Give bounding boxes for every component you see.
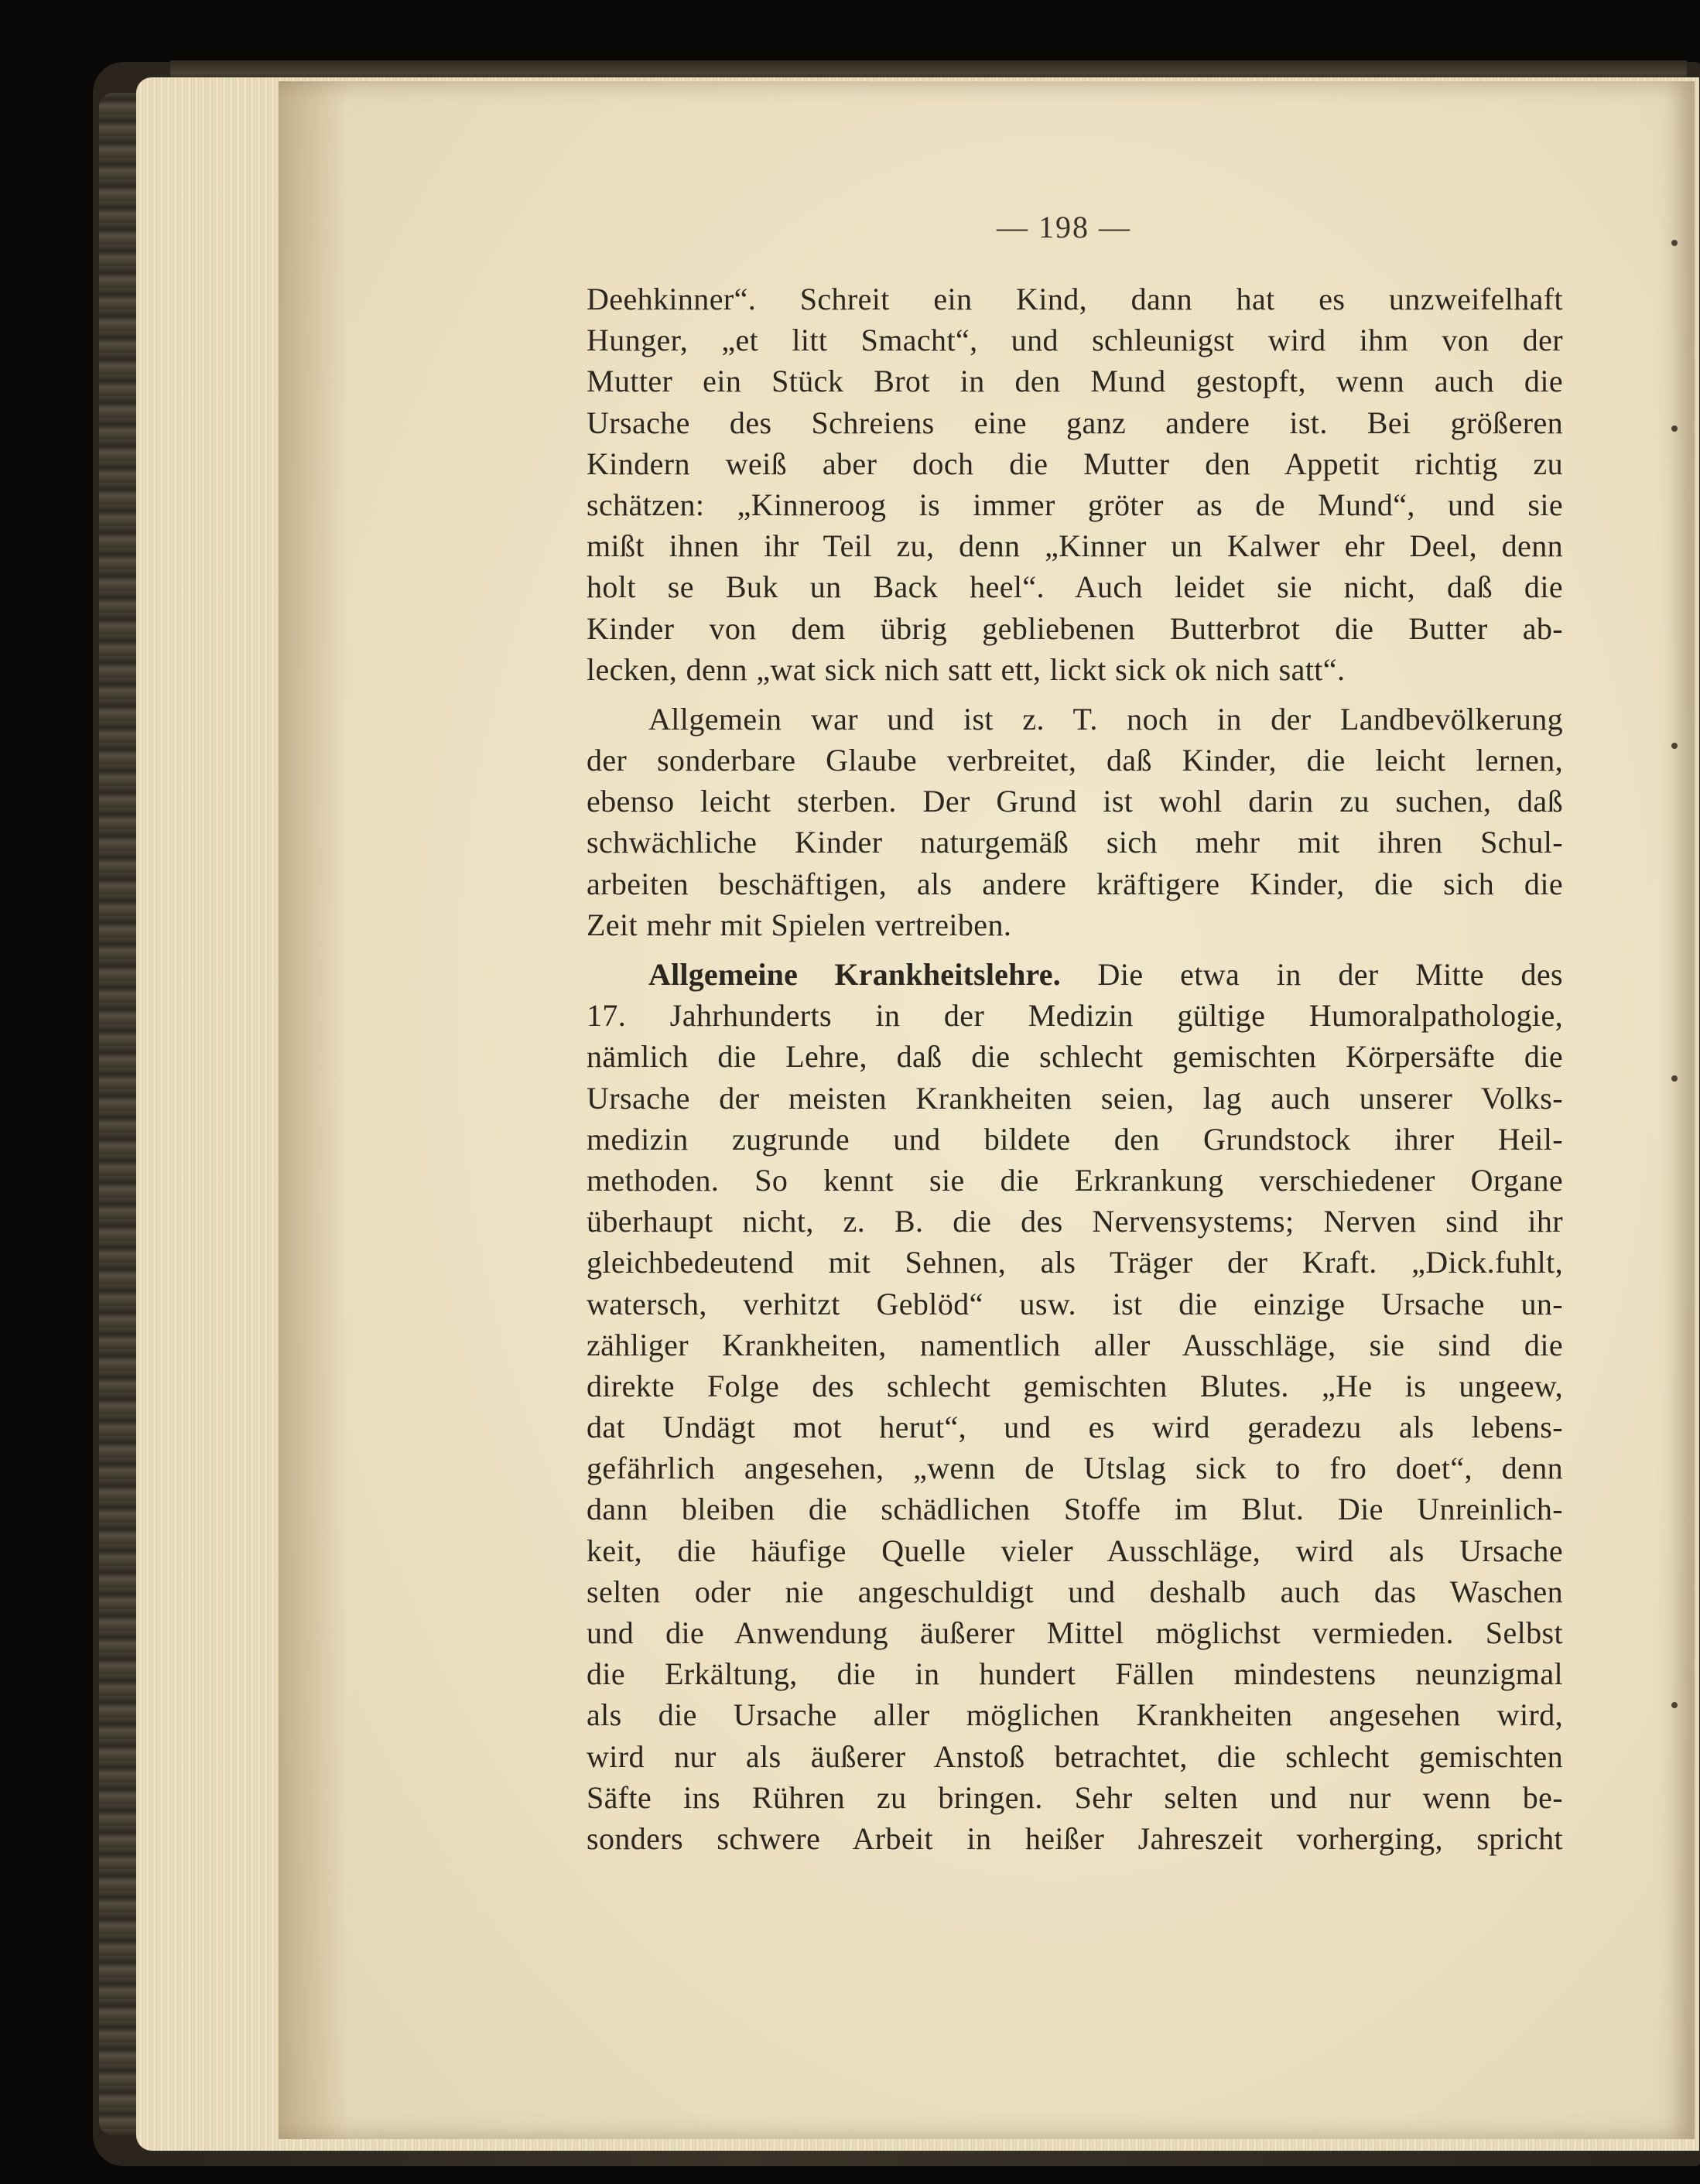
text-line: Kindern weiß aber doch die Mutter den Appetit richtig zu [587, 446, 1563, 481]
text-line: Säfte ins Rühren zu bringen. Sehr selten und nur wenn be- [587, 1779, 1563, 1815]
text-line: Zeit mehr mit Spielen vertreiben. [587, 907, 1012, 942]
text-line: 17. Jahrhunderts in der Medizin gültige Humoralpathologie, [587, 998, 1563, 1034]
page-gutter-shadow [279, 81, 348, 2139]
text-line: mißt ihnen ihr Teil zu, denn „Kinner un Kalwer ehr Deel, denn [587, 528, 1563, 564]
text-line: arbeiten beschäftigen, als andere kräftigere Kinder, die sich die [587, 866, 1563, 901]
text-line: Ursache des Schreiens eine ganz andere ist. Bei größeren [587, 405, 1563, 440]
text-line: zähliger Krankheiten, namentlich aller Ausschläge, sie sind die [587, 1327, 1563, 1362]
text-line [587, 954, 1563, 995]
text-line: Allgemein war und ist z. T. noch in der Landbevölkerung [648, 701, 1563, 737]
section-heading: Allgemeine Krankheitslehre. [648, 957, 1061, 992]
text-line: gleichbedeutend mit Sehnen, als Träger der Kraft. „Dick.fuhlt, [587, 1245, 1563, 1280]
text-line: medizin zugrunde und bildete den Grundstock ihrer Heil- [587, 1121, 1563, 1157]
text-line: schätzen: „Kinneroog is immer gröter as de Mund“, und sie [587, 487, 1563, 522]
margin-specks [1671, 232, 1687, 1779]
text-line: als die Ursache aller möglichen Krankheiten angesehen wird, [587, 1697, 1563, 1733]
page-number: — 198 — [997, 210, 1131, 244]
heading-line-rest: Die etwa in der Mitte des [1097, 957, 1563, 992]
paragraph-gap [587, 945, 1563, 954]
text-line: watersch, verhitzt Geblöd“ usw. ist die einzige Ursache un- [587, 1286, 1563, 1321]
text-line: und die Anwendung äußerer Mittel möglichst vermieden. Selbst [587, 1615, 1563, 1650]
text-line: Ursache der meisten Krankheiten seien, lag auch unserer Volks- [587, 1080, 1563, 1116]
text-line: direkte Folge des schlecht gemischten Blutes. „He is ungeew, [587, 1368, 1563, 1403]
text-line: dann bleiben die schädlichen Stoffe im Blut. Die Unreinlich- [587, 1492, 1563, 1527]
text-line: Mutter ein Stück Brot in den Mund gestopft, wenn auch die [587, 364, 1563, 399]
paragraph-3 [587, 954, 1563, 1859]
text-line: Hunger, „et litt Smacht“, und schleunigst wird ihm von der [587, 323, 1563, 358]
paragraph-1 [587, 279, 1563, 690]
text-line: sonders schwere Arbeit in heißer Jahreszeit vorherging, spricht [587, 1820, 1563, 1856]
text-line: nämlich die Lehre, daß die schlecht gemischten Körpersäfte die [587, 1039, 1563, 1075]
text-line: dat Undägt mot herut“, und es wird geradezu als lebens- [587, 1410, 1563, 1445]
text-line: überhaupt nicht, z. B. die des Nervensystems; Nerven sind ihr [587, 1204, 1563, 1239]
text-line: gefährlich angesehen, „wenn de Utslag sick to fro doet“, denn [587, 1451, 1563, 1486]
text-line: wird nur als äußerer Anstoß betrachtet, die schlecht gemischten [587, 1738, 1563, 1774]
text-line: methoden. So kennt sie die Erkrankung verschiedener Organe [587, 1162, 1563, 1198]
text-line: die Erkältung, die in hundert Fällen mindestens neunzigmal [587, 1656, 1563, 1692]
margin-speck [1671, 426, 1678, 432]
margin-speck [1671, 1702, 1678, 1708]
text-line: holt se Buk un Back heel“. Auch leidet sie nicht, daß die [587, 569, 1563, 605]
text-line: selten oder nie angeschuldigt und deshalb auch das Waschen [587, 1574, 1563, 1609]
text-line: Kinder von dem übrig gebliebenen Butterbrot die Butter ab- [587, 610, 1563, 646]
margin-speck [1671, 240, 1678, 246]
text-line: lecken, denn „wat sick nich satt ett, lickt sick ok nich satt“. [587, 651, 1346, 687]
margin-speck [1671, 743, 1678, 749]
text-line: ebenso leicht sterben. Der Grund ist wohl darin zu suchen, daß [587, 784, 1563, 819]
paragraph-gap [587, 690, 1563, 699]
page-body-text [587, 279, 1563, 1859]
margin-speck [1671, 1075, 1678, 1082]
text-line: Deehkinner“. Schreit ein Kind, dann hat es unzweifelhaft [587, 282, 1563, 316]
text-line: der sonderbare Glaube verbreitet, daß Kinder, die leicht lernen, [587, 743, 1563, 778]
text-line: keit, die häufige Quelle vieler Ausschläge, wird als Ursache [587, 1533, 1563, 1568]
text-line: schwächliche Kinder naturgemäß sich mehr mit ihren Schul- [587, 825, 1563, 860]
paragraph-2 [587, 699, 1563, 945]
